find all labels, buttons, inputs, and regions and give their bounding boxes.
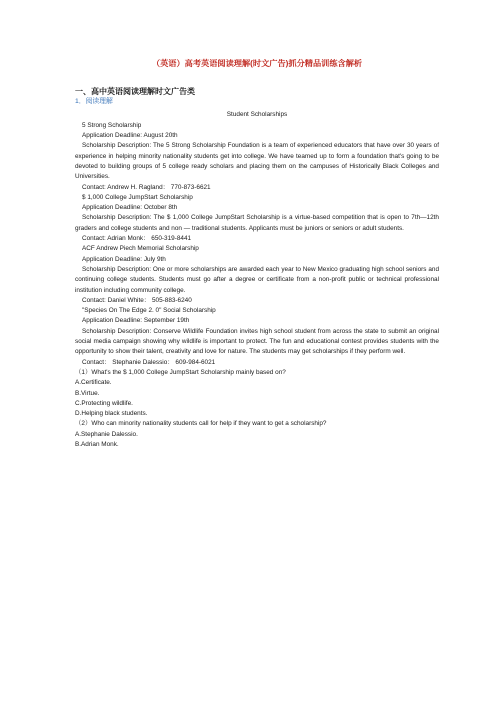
scholarship-deadline: Application Deadline: October 8th <box>82 204 178 212</box>
scholarship-acf-andrew-piech <box>75 244 439 306</box>
scholarship-contact: Contact: Daniel White： 505-883-6240 <box>82 296 192 304</box>
scholarship-name: "Species On The Edge 2. 0" Social Scholarship <box>82 307 216 315</box>
scholarship-description: Scholarship Description: The 5 Strong Scholarship Foundation is a team of experienced educators that have over 30 years of experience in helping minority nationality students get into college. We have teamed up to form a foundation that's going to be devoted to building groups of 5 college ready scholars and placing them on the campuses of Historically Black Colleges and Universities. <box>75 142 439 181</box>
question-1 <box>75 368 439 419</box>
scholarship-5-strong <box>75 121 439 193</box>
document-title: （英语）高考英语阅读理解(时文广告)抓分精品训练含解析 <box>151 59 363 68</box>
question-2 <box>75 419 439 450</box>
scholarship-contact: Contact: Adrian Monk： 650-319-8441 <box>82 235 192 243</box>
section-heading: 一、高中英语阅读理解时文广告类 <box>75 87 195 96</box>
article-title: Student Scholarships <box>226 110 288 118</box>
answer-option: C.Protecting wildlife. <box>75 399 133 407</box>
scholarship-description: Scholarship Description: The $ 1,000 College JumpStart Scholarship is a virtue-based competition that is open to 7th—12th graders and college students and non — traditional students. Applicants must be juniors or seniors or adult students. <box>75 214 439 232</box>
scholarship-deadline: Application Deadline: September 19th <box>82 317 190 325</box>
answer-option: A.Certificate. <box>75 379 112 387</box>
answer-option: B.Adrian Monk. <box>75 441 119 448</box>
scholarship-name: 5 Strong Scholarship <box>82 121 142 129</box>
answer-option: A.Stephanie Dalessio. <box>75 430 138 438</box>
scholarship-name: $ 1,000 College JumpStart Scholarship <box>82 193 193 201</box>
scholarship-description: Scholarship Description: One or more scholarships are awarded each year to New Mexico graduating high school seniors and continuing college students. Students must go after a degree or certificate from a non-profit public or technical professional institution including community college. <box>75 265 439 294</box>
answer-option: D.Helping black students. <box>75 410 148 418</box>
sub-heading: 1．阅读理解 <box>75 98 113 105</box>
scholarship-species-on-the-edge <box>75 306 439 368</box>
scholarship-description: Scholarship Description: Conserve Wildlife Foundation invites high school student from across the state to submit an original social media campaign showing why wildlife is important to protect. The fun and educational contest provides students with the opportunity to show their talent, creativity and love for nature. The students may get scholarships if they perform well. <box>75 327 439 356</box>
scholarship-deadline: Application Deadline: July 9th <box>82 255 166 263</box>
scholarship-contact: Contact： Stephanie Dalessio： 609-984-6021 <box>82 358 216 366</box>
answer-option: B.Virtue. <box>75 389 100 397</box>
scholarship-deadline: Application Deadline: August 20th <box>82 132 178 140</box>
scholarship-name: ACF Andrew Piech Memorial Scholarship <box>82 245 199 253</box>
question-stem: （2）Who can minority nationality students call for help if they want to get a scholarship? <box>75 420 327 428</box>
scholarship-contact: Contact: Andrew H. Ragland： 770-873-6621 <box>82 183 211 191</box>
question-stem: （1）What's the $ 1,000 College JumpStart Scholarship mainly based on? <box>75 368 286 376</box>
scholarship-college-jumpstart <box>75 193 439 244</box>
